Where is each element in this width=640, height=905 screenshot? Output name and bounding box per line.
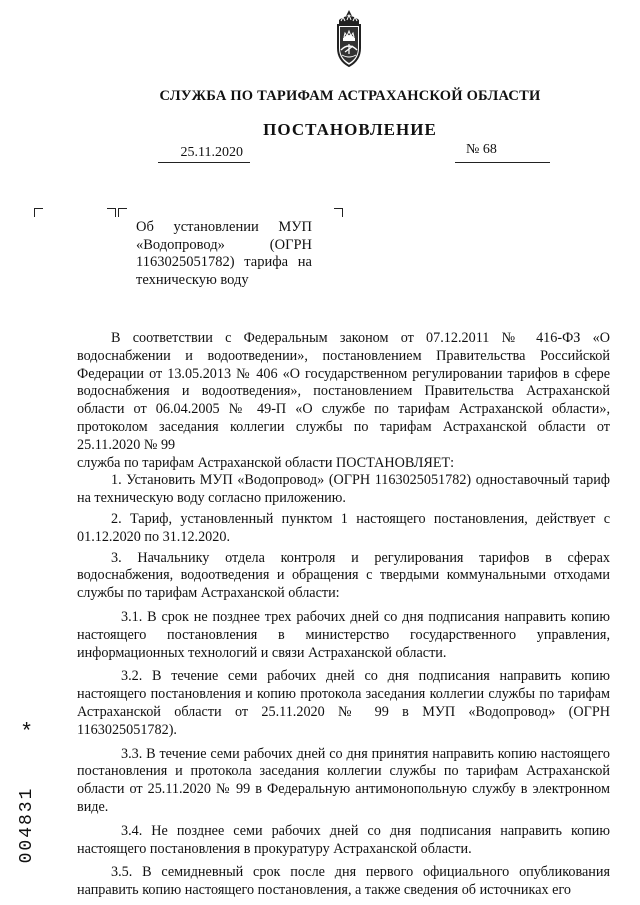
paragraph-3-4: 3.4. Не позднее семи рабочих дней со дня подписания направить копию настоящего постановления в прокуратуру Астраханской области. bbox=[77, 822, 610, 857]
star-mark: * bbox=[20, 720, 34, 745]
document-body bbox=[77, 330, 610, 900]
document-number: № 68 bbox=[466, 142, 497, 157]
corner-mark bbox=[107, 208, 116, 217]
corner-mark bbox=[118, 208, 127, 217]
paragraph-2: 2. Тариф, установленный пунктом 1 настоящего постановления, действует с 01.12.2020 по 31.12.2020. bbox=[77, 510, 610, 545]
paragraph-3: 3. Начальнику отдела контроля и регулирования тарифов в сферах водоснабжения, водоотведения и обращения с твердыми коммунальными отходами службы по тарифам Астраханской области: bbox=[77, 549, 610, 602]
paragraph-3-5: 3.5. В семидневный срок после дня первого официального опубликования направить копию настоящего постановления, а также сведения об источниках его bbox=[77, 864, 610, 899]
number-underline bbox=[455, 162, 550, 163]
subject-line: техническую воду bbox=[136, 271, 249, 288]
subject-line: Об установлении МУП bbox=[136, 219, 312, 235]
paragraph-1: 1. Установить МУП «Водопровод» (ОГРН 1163025051782) одноставочный тариф на техническую воду согласно приложению. bbox=[77, 472, 610, 507]
resolves-line: служба по тарифам Астраханской области ПОСТАНОВЛЯЕТ: bbox=[77, 454, 455, 471]
corner-mark bbox=[34, 208, 43, 217]
paragraph-3-1: 3.1. В срок не позднее трех рабочих дней со дня подписания направить копию настоящего постановления в министерство государственного управления, информационных технологий и связи Астраханской области. bbox=[77, 608, 610, 661]
coat-of-arms-icon bbox=[329, 8, 369, 70]
preamble-paragraph: В соответствии с Федеральным законом от 07.12.2011 № 416-ФЗ «О водоснабжении и водоотведении», постановлением Правительства Российской Федерации от 13.05.2013 № 406 «О государственном регулировании тарифов в сфере водоснабжения и водоотведения», постановлением Правительства Астраханской области от 06.04.2005 № 49-П «О службе по тарифам Астраханской области», протоколом заседания коллегии службы по тарифам Астраханской области от 25.11.2020 № 99 bbox=[77, 330, 610, 453]
document-subject bbox=[136, 219, 312, 289]
side-stamp bbox=[16, 722, 46, 862]
authority-name: СЛУЖБА ПО ТАРИФАМ АСТРАХАНСКОЙ ОБЛАСТИ bbox=[159, 88, 541, 104]
side-serial-number: 004831 bbox=[17, 786, 37, 864]
date-underline bbox=[158, 162, 250, 163]
paragraph-3-3: 3.3. В течение семи рабочих дней со дня принятия направить копию настоящего постановления и протокола заседания коллегии службы по тарифам Астраханской области от 25.11.2020 № 99 в Федеральную антимонопольную службу в электронном виде. bbox=[77, 745, 610, 815]
document-date: 25.11.2020 bbox=[180, 145, 243, 160]
subject-line: 1163025051782) тарифа на bbox=[136, 254, 312, 271]
paragraph-3-2: 3.2. В течение семи рабочих дней со дня подписания направить копию настоящего постановления и копию протокола заседания коллегии службы по тарифам Астраханской области от 25.11.2020 № 99 в МУП «Водопровод» (ОГРН 1163025051782). bbox=[77, 668, 610, 738]
corner-mark bbox=[334, 208, 343, 217]
document-type: ПОСТАНОВЛЕНИЕ bbox=[263, 120, 437, 139]
subject-line: «Водопровод» (ОГРН bbox=[136, 236, 312, 253]
